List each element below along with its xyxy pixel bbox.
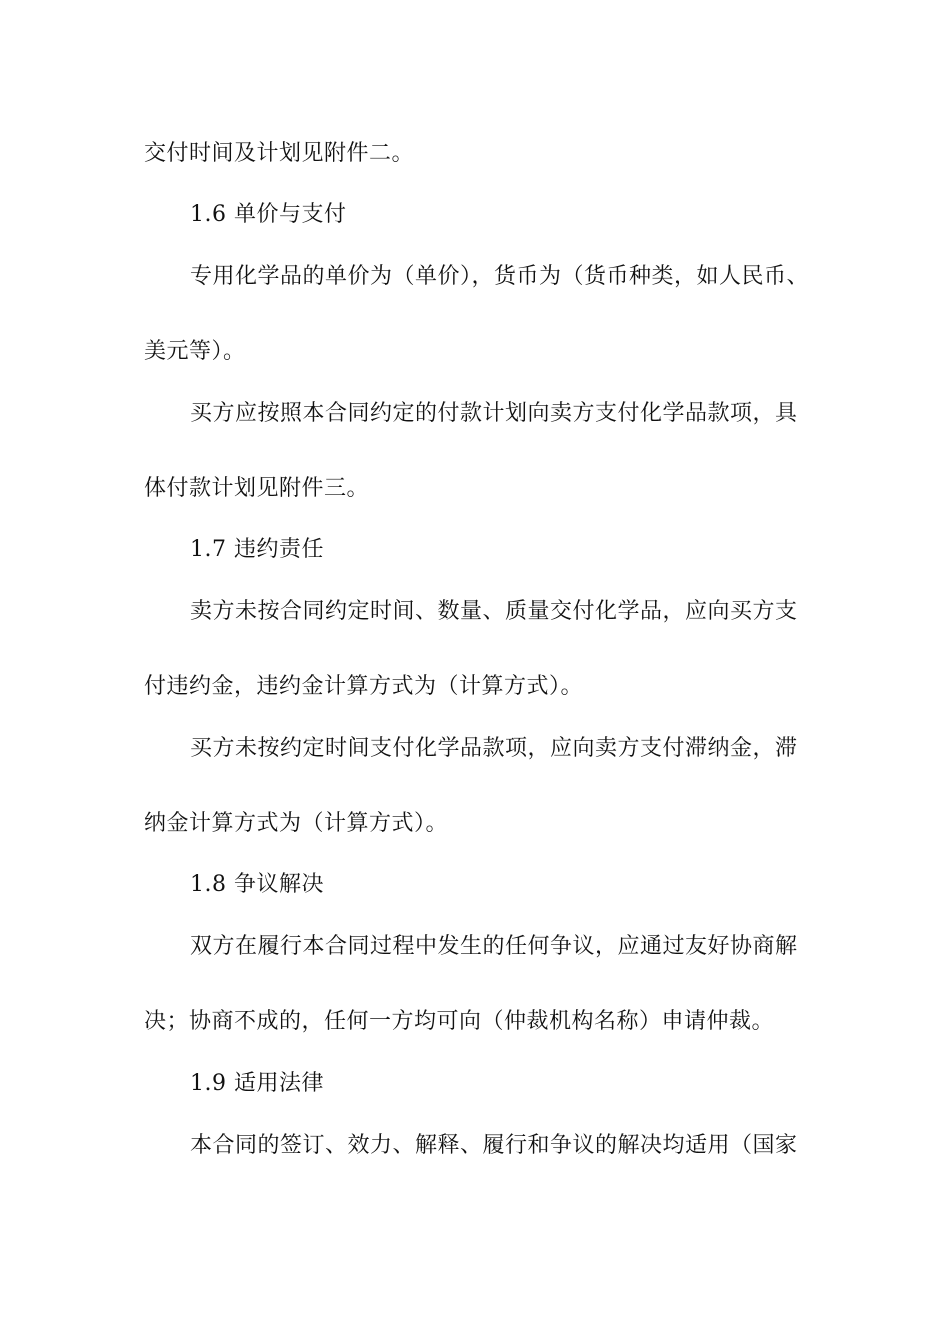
text-line: 专用化学品的单价为（单价），货币为（货币种类，如人民币、 (190, 264, 810, 289)
text-line: 卖方未按合同约定时间、数量、质量交付化学品，应向买方支 (190, 599, 798, 624)
text-line: 买方应按照本合同约定的付款计划向卖方支付化学品款项，具 (190, 401, 798, 426)
section-heading: 1.9 适用法律 (190, 1071, 324, 1096)
section-heading: 1.7 违约责任 (190, 537, 324, 562)
text-line: 买方未按约定时间支付化学品款项，应向卖方支付滞纳金，滞 (190, 736, 798, 761)
text-line: 付违约金，违约金计算方式为（计算方式）。 (144, 674, 584, 699)
text-line: 双方在履行本合同过程中发生的任何争议，应通过友好协商解 (190, 934, 798, 959)
text-line: 本合同的签订、效力、解释、履行和争议的解决均适用（国家 (190, 1133, 798, 1158)
text-line: 决；协商不成的，任何一方均可向（仲裁机构名称）申请仲裁。 (144, 1009, 775, 1034)
section-heading: 1.8 争议解决 (190, 872, 324, 897)
text-line: 交付时间及计划见附件二。 (144, 141, 415, 166)
text-line: 美元等）。 (144, 339, 246, 364)
text-line: 纳金计算方式为（计算方式）。 (144, 811, 449, 836)
text-line: 体付款计划见附件三。 (144, 476, 370, 501)
section-heading: 1.6 单价与支付 (190, 202, 347, 227)
